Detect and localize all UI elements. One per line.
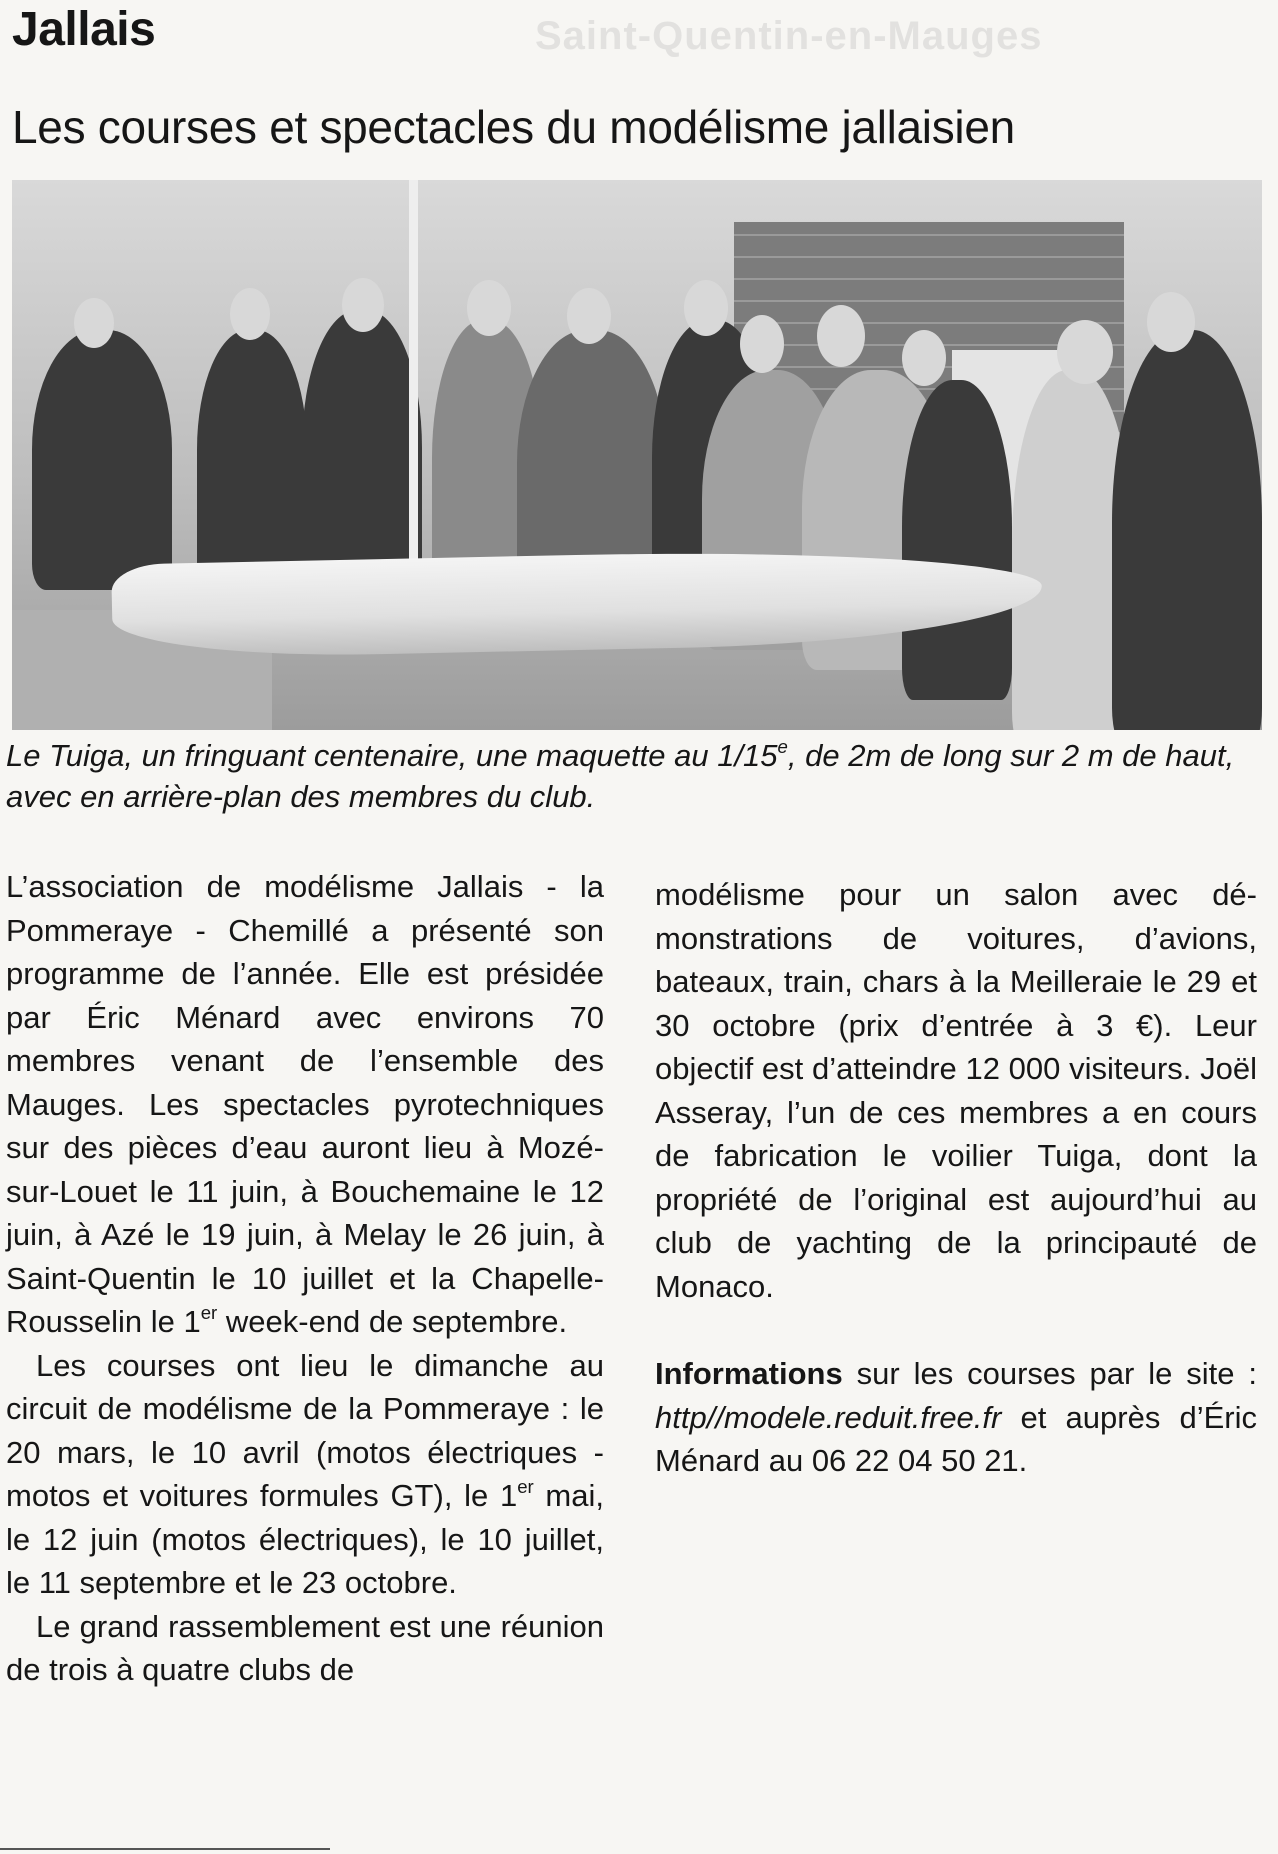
article-column-right (655, 873, 1257, 1483)
face (467, 280, 511, 336)
bleed-through-text: Saint-Quentin-en-Mauges (535, 14, 1043, 58)
club-member (197, 330, 307, 590)
face (684, 280, 728, 336)
bottom-rule (0, 1848, 330, 1850)
section-kicker: Jallais (12, 3, 156, 56)
article-headline: Les courses et spectacles du modélisme jallaisien (12, 101, 1015, 153)
paragraph-4: modélisme pour un salon avec démonstrations de voitures, d’avions, bateaux, train, chars à la Meilleraie le 29 et 30 octobre (prix d’entrée à 3 €). Leur objectif est d’atteindre 12 000 visiteurs. Joël Asseray, l’un de ces membres a en cours de fabrication le voilier Tuiga, dont la propriété de l’original est aujourd’hui au club de yachting de la principauté de Monaco. (655, 877, 1257, 1304)
face (1057, 320, 1113, 384)
photo-caption: Le Tuiga, un fringuant centenaire, une maquette au 1/15e, de 2m de long sur 2 m de haut, avec en arrière-plan des membres du club. (6, 735, 1235, 814)
club-member (1112, 330, 1262, 730)
paragraph-1: L’association de modélisme Jallais - la Pommeraye - Chemillé a présenté son programme de l’année. Elle est présidée par Éric Ménard avec environs 70 membres venant de l’ensemble des Mauges. Les spectacles pyrotechniques sur des pièces d’eau auront lieu à Mozé-sur-Louet le 11 juin, à Bouchemaine le 12 juin, à Azé le 19 juin, à Melay le 26 juin, à Saint-Quentin le 10 juillet et la Chapelle-Rousselin le 1er week-end de septembre. (6, 869, 604, 1339)
boat-mast (409, 180, 418, 610)
face (567, 288, 611, 344)
face (740, 315, 784, 373)
website-url: http//modele.reduit.free.fr (655, 1399, 1002, 1435)
article-photo (12, 180, 1262, 730)
club-member (902, 380, 1012, 700)
face (74, 298, 114, 348)
paragraph-3: Le grand rassemblement est une réunion de trois à quatre clubs de (6, 1608, 604, 1687)
article-column-left (6, 865, 604, 1692)
face (1147, 292, 1195, 352)
face (817, 305, 865, 367)
info-paragraph: Informations sur les courses par le site : http//modele.reduit.free.fr et auprès d’Éric Ménard au 06 22 04 50 21. (655, 1356, 1257, 1478)
club-member (32, 330, 172, 590)
face (230, 288, 270, 340)
paragraph-2: Les courses ont lieu le dimanche au circuit de modélisme de la Pommeraye : le 20 mars, le 10 avril (motos électriques - motos et voitures formules GT), le 1er mai, le 12 juin (motos électriques), le 10 juillet, le 11 septembre et le 23 octobre. (6, 1347, 604, 1600)
face (902, 330, 946, 386)
face (342, 278, 384, 332)
